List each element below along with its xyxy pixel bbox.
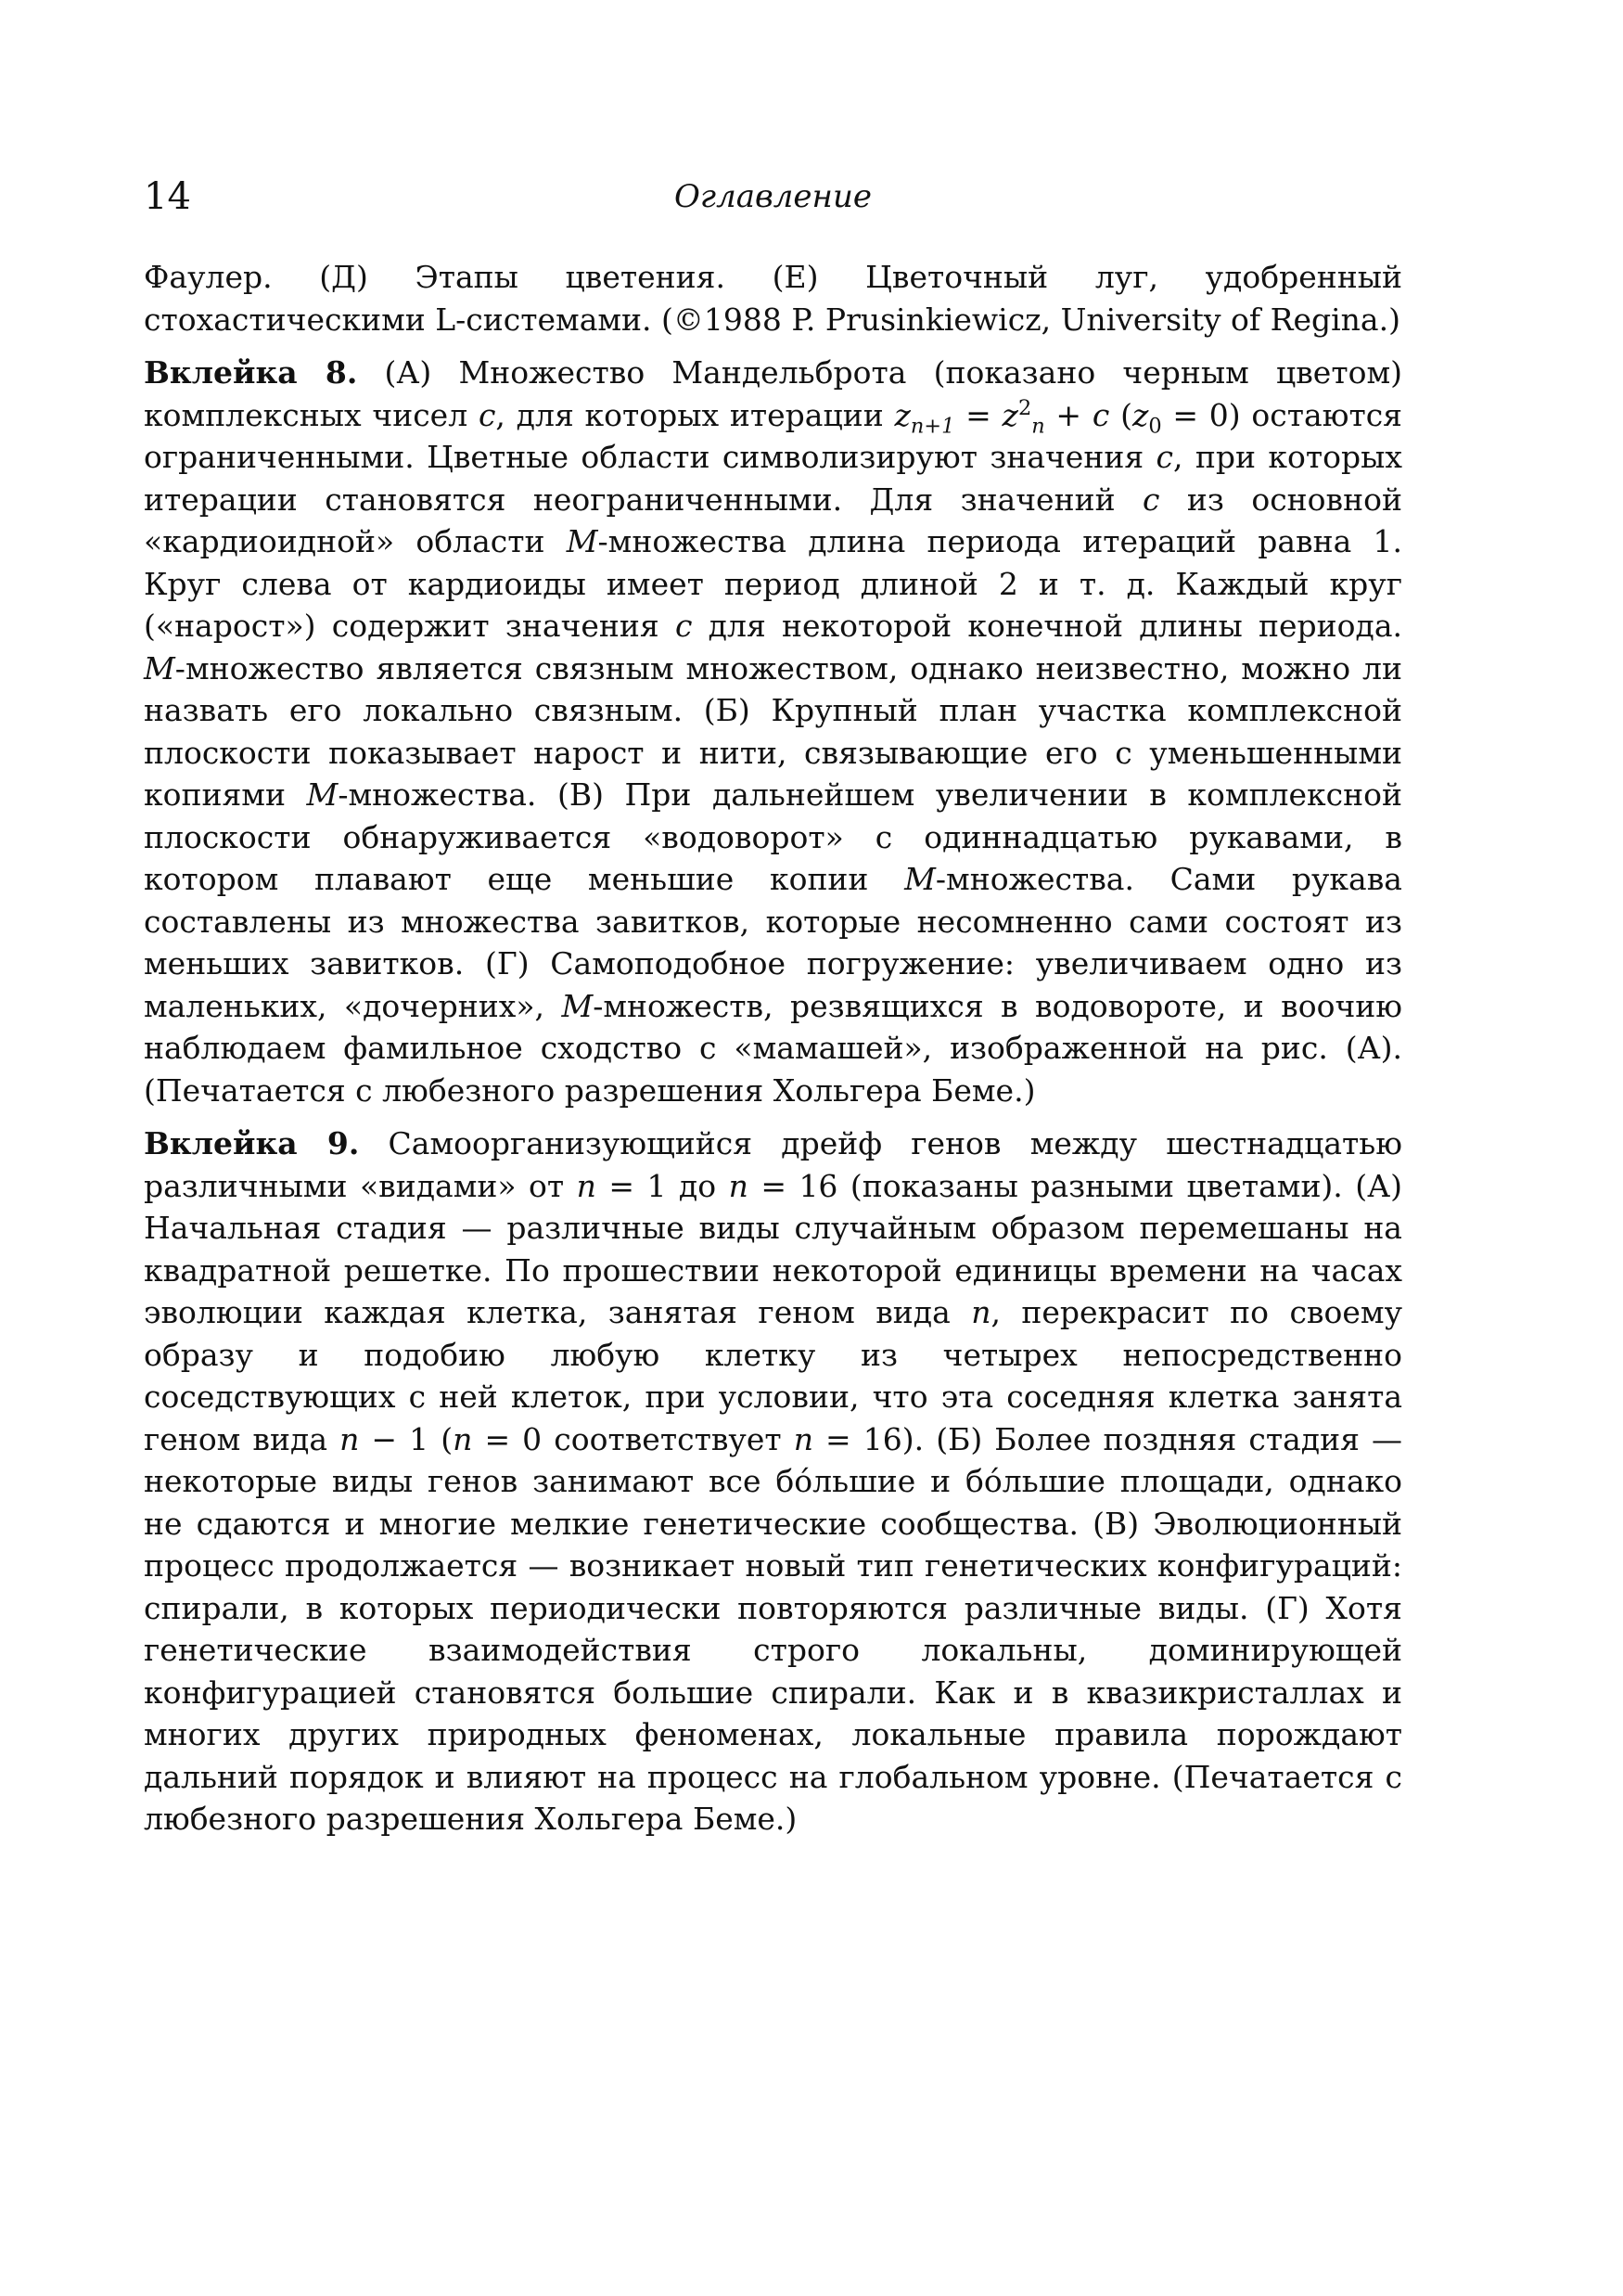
plate-9-label: Вклейка 9. bbox=[144, 1125, 360, 1161]
copyright-symbol: © bbox=[672, 301, 704, 338]
page-number: 14 bbox=[144, 175, 191, 218]
plate-8-caption: Вклейка 8. (А) Множество Мандельброта (показано черным цветом) комплексных чисел c, для которых итерации $z_{n+1} = z^2_n + c$ $(z_0 = 0)$ остаются ограниченными. Цветные области символизируют значения c, при которых итерации становятся неограниченными. Для значений c из основной «кардиоидной» области M-множества длина периода итераций равна 1. Круг слева от кардиоиды имеет период длиной 2 и т. д. Каждый круг («нарост») содержит значения c для некоторой конечной длины периода. M-множество является связным множеством, однако неизвестно, можно ли назвать его локально связным. (Б) Крупный план участка комплексной плоскости показывает нарост и нити, связывающие его с уменьшенными копиями M-множества. (В) При дальнейшем увеличении в комплексной плоскости обнаруживается «водоворот» с одиннадцатью рукавами, в котором плавают еще меньшие копии M-множества. Сами рукава составлены из множества завитков, которые несомненно сами состоят из меньших завитков. (Г) Самоподобное погружение: увеличиваем одно из маленьких, «дочерних», M-множеств, резвящихся в водовороте, и воочию наблюдаем фамильное сходство с «мамашей», изображенной на рис. (А). (Печатается с любезного разрешения Хольгера Беме.) bbox=[144, 354, 1402, 1109]
continuation-paragraph: Фаулер. (Д) Этапы цветения. (Е) Цветочный луг, удобренный стохастическими L-системами. (©1988 P. Prusinkiewicz, University of Regina.) bbox=[144, 259, 1402, 338]
formula-z: z bbox=[894, 396, 911, 433]
plate-9-caption: Вклейка 9. Самоорганизующийся дрейф генов между шестнадцатью различными «видами» от n = 1 до n = 16 (показаны разными цветами). (А) Начальная стадия — различные виды случайным образом перемешаны на квадратной решетке. По прошествии некоторой единицы времени на часах эволюции каждая клетка, занятая геном вида n, перекрасит по своему образу и подобию любую клетку из четырех непосредственно соседствующих с ней клеток, при условии, что эта соседняя клетка занята геном вида n − 1 (n = 0 соответствует n = 16). (Б) Более поздняя стадия — некоторые виды генов занимают все бóльшие и бóльшие площади, однако не сдаются и многие мелкие генетические сообщества. (В) Эволюционный процесс продолжается — возникает новый тип генетических конфигураций: спирали, в которых периодически повторяются различные виды. (Г) Хотя генетические взаимодействия строго локальны, доминирующей конфигурацией становятся большие спирали. Как и в квазикристаллах и многих других природных феноменах, локальные правила порождают дальний порядок и влияют на процесс на глобальном уровне. (Печатается с любезного разрешения Хольгера Беме.) bbox=[144, 1125, 1403, 1837]
running-title: Оглавление bbox=[674, 178, 872, 215]
page-header bbox=[144, 169, 1402, 224]
body-text bbox=[144, 256, 1402, 1841]
plate-8-label: Вклейка 8. bbox=[144, 354, 358, 391]
